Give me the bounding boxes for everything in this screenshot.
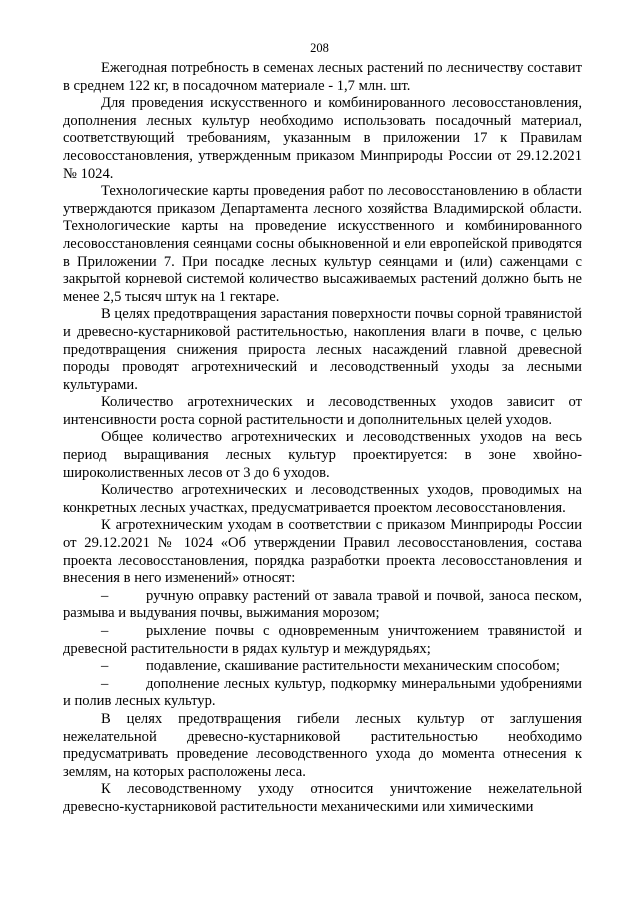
list-item-text: ручную оправку растений от завала травой и почвой, заноса песком, размыва и выдувания почвы, выжимания морозом; xyxy=(63,587,582,622)
list-item xyxy=(63,676,582,711)
paragraph-seed-demand: Ежегодная потребность в семенах лесных растений по лесничеству составит в среднем 122 кг, в посадочном материале - 1,7 млн. шт. xyxy=(63,60,582,94)
paragraph-prevent-death: В целях предотвращения гибели лесных культур от заглушения нежелательной древесно-кустарниковой растительностью необходимо предусматривать проведение лесоводственного ухода до момента отнесения к землям, на которых расположены леса. xyxy=(63,710,582,780)
paragraph-planting-material: Для проведения искусственного и комбинированного лесовосстановления, дополнения лесных культур необходимо использовать посадочный материал, соответствующий требованиям, указанным в приложении 17 к Правилам лесовосстановления, утвержденным приказом Минприроды России от 29.12.2021 № 1024. xyxy=(63,95,582,182)
list-item-text: рыхление почвы с одновременным уничтожением травянистой и древесной растительности в рядах культур и междурядьях; xyxy=(63,623,582,657)
paragraph-care-count-depends: Количество агротехнических и лесоводственных уходов зависит от интенсивности роста сорной растительности и дополнительных целей уходов. xyxy=(63,394,582,428)
dash-marker: – xyxy=(101,623,109,639)
paragraph-care-count-project: Количество агротехнических и лесоводственных уходов, проводимых на конкретных лесных участках, предусматривается проектом лесовосстановления. xyxy=(63,482,582,516)
paragraph-care-purpose: В целях предотвращения зарастания поверхности почвы сорной травянистой и древесно-кустарниковой растительностью, накопления влаги в почве, с целью предотвращения снижения прироста лесных насаждений главной древесной породы проводят агротехнический и лесоводственный уходы за лесными культурами. xyxy=(63,306,582,393)
paragraph-agrotechnical-care-intro: К агротехническим уходам в соответствии с приказом Минприроды России от 29.12.2021 № 1024 «Об утверждении Правил лесовосстановления, состава проекта лесовосстановления, порядка разработки проекта лесовосстановления и внесения в него изменений» относят: xyxy=(63,517,582,587)
page-number: 208 xyxy=(310,41,329,55)
list-item xyxy=(63,623,582,658)
list-item xyxy=(63,588,582,623)
document-body xyxy=(63,60,582,817)
dash-marker: – xyxy=(101,658,109,675)
paragraph-total-care-count: Общее количество агротехнических и лесоводственных уходов на весь период выращивания лесных культур проектируется: в зоне хвойно-широколиственных лесов от 3 до 6 уходов. xyxy=(63,429,582,481)
list-item-text: дополнение лесных культур, подкормку минеральными удобрениями и полив лесных культур. xyxy=(63,675,582,710)
paragraph-silvicultural-care: К лесоводственному уходу относится уничтожение нежелательной древесно-кустарниковой растительности механическими или химическими xyxy=(63,781,582,815)
dash-marker: – xyxy=(101,675,109,692)
list-item-text: подавление, скашивание растительности механическим способом; xyxy=(146,658,560,675)
dash-marker: – xyxy=(101,587,109,604)
paragraph-technological-maps: Технологические карты проведения работ по лесовосстановлению в области утверждаются приказом Департамента лесного хозяйства Владимирской области. Технологические карты на проведение искусственного и комбинированного лесовосстановления сеянцами сосны обыкновенной и ели европейской приводятся в Приложении 7. При посадке лесных культур сеянцами и (или) саженцами с закрытой корневой системой количество высаживаемых растений должно быть не менее 2,5 тысяч штук на 1 гектаре. xyxy=(63,183,582,305)
list-item xyxy=(63,658,582,676)
